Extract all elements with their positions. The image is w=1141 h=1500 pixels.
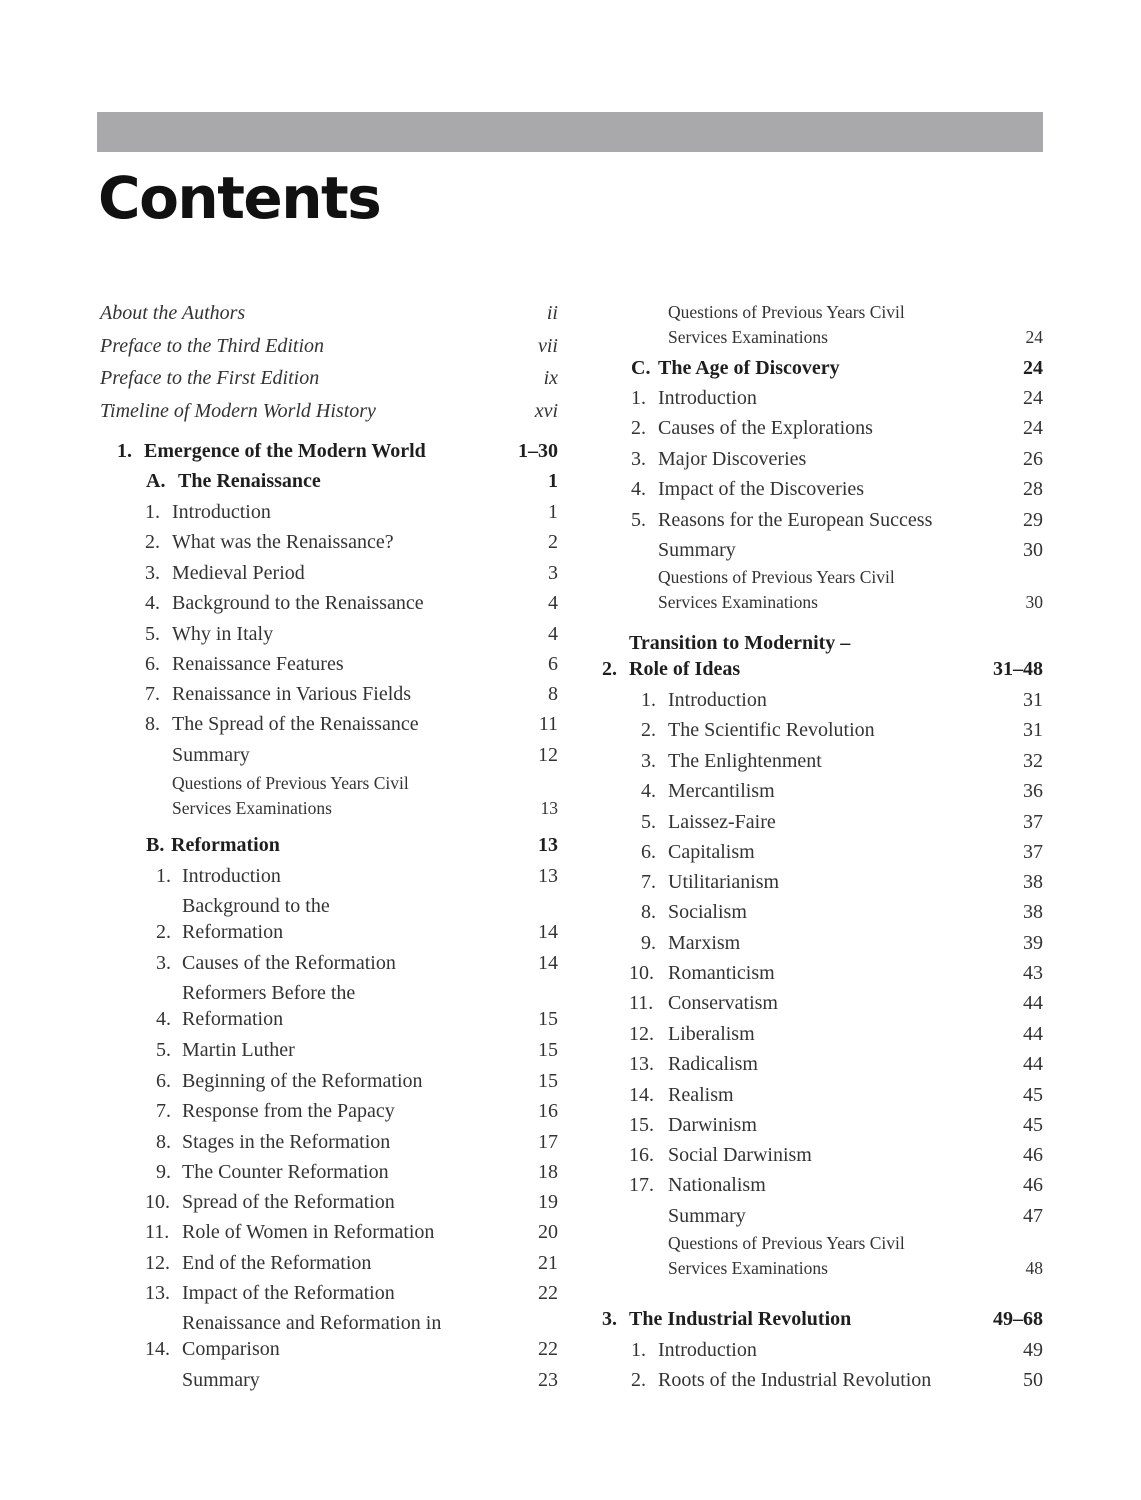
toc-entry-page: 19	[538, 1191, 558, 1213]
toc-entry-number: 3.	[631, 448, 646, 470]
toc-entry-number: 8.	[156, 1131, 171, 1153]
toc-entry-number: 6.	[145, 653, 160, 675]
toc-entry-number: 2.	[641, 719, 656, 741]
toc-entry-title: End of the Reformation	[182, 1252, 372, 1274]
toc-entry	[602, 507, 1043, 533]
toc-entry-page: 15	[538, 1070, 558, 1092]
toc-entry	[100, 1098, 558, 1124]
toc-entry-number: 3.	[156, 952, 171, 974]
toc-entry	[100, 468, 558, 494]
toc-entry-title: Major Discoveries	[658, 448, 807, 470]
toc-entry-page: 1	[548, 501, 558, 523]
toc-entry-number: 11.	[629, 992, 654, 1014]
toc-entry-title: Impact of the Discoveries	[658, 478, 865, 500]
toc-entry	[602, 1203, 1043, 1229]
toc-entry-title: The Enlightenment	[668, 750, 822, 772]
toc-entry	[100, 980, 558, 1032]
toc-entry-page: 31	[1023, 689, 1043, 711]
toc-entry-page: 45	[1023, 1084, 1043, 1106]
toc-entry-title: The Counter Reformation	[182, 1161, 389, 1183]
toc-entry-number: 3.	[602, 1308, 617, 1330]
toc-entry-number: 13.	[145, 1282, 170, 1304]
toc-entry-number: B.	[146, 834, 165, 856]
toc-entry-page: 43	[1023, 962, 1043, 984]
toc-entry-number: 10.	[629, 962, 654, 984]
toc-entry	[100, 1250, 558, 1276]
toc-entry	[602, 355, 1043, 381]
toc-entry-number: 6.	[641, 841, 656, 863]
toc-entry-number: 2.	[145, 531, 160, 553]
toc-entry-title: Questions of Previous Years Civil Services Examinations	[668, 302, 905, 347]
toc-entry-page: xvi	[534, 400, 558, 422]
toc-entry-number: 5.	[641, 811, 656, 833]
toc-entry-page: 20	[538, 1221, 558, 1243]
toc-entry	[602, 869, 1043, 895]
toc-entry-page: ix	[543, 367, 558, 389]
toc-entry-title: Preface to the First Edition	[100, 367, 320, 389]
toc-entry-title: Background to the Reformation	[182, 895, 330, 943]
toc-entry-page: 15	[538, 1039, 558, 1061]
toc-entry-page: 37	[1023, 841, 1043, 863]
toc-entry	[100, 711, 558, 737]
toc-entry-page: 24	[1023, 417, 1043, 439]
toc-entry-title: Role of Women in Reformation	[182, 1221, 435, 1243]
toc-entry	[100, 1219, 558, 1245]
toc-entry-title: Timeline of Modern World History	[100, 400, 376, 422]
toc-entry-number: 7.	[145, 683, 160, 705]
toc-entry	[602, 476, 1043, 502]
toc-entry-page: 48	[1025, 1257, 1043, 1278]
toc-entry-number: 12.	[629, 1023, 654, 1045]
toc-entry-title: Laissez-Faire	[668, 811, 776, 833]
toc-entry	[100, 893, 558, 945]
toc-entry-title: Martin Luther	[182, 1039, 295, 1061]
toc-entry	[602, 1142, 1043, 1168]
toc-entry-page: 39	[1023, 932, 1043, 954]
toc-entry-page: 31–48	[993, 658, 1043, 680]
toc-entry-title: Summary	[658, 539, 736, 561]
toc-entry	[602, 300, 1043, 350]
toc-entry-number: 10.	[145, 1191, 170, 1213]
toc-entry-title: Introduction	[182, 865, 281, 887]
toc-entry-title: Causes of the Explorations	[658, 417, 873, 439]
toc-entry-title: Roots of the Industrial Revolution	[658, 1369, 932, 1391]
toc-entry	[100, 681, 558, 707]
toc-entry-title: Summary	[172, 744, 250, 766]
toc-entry-page: 44	[1023, 992, 1043, 1014]
toc-entry	[602, 446, 1043, 472]
toc-entry-page: ii	[546, 302, 558, 324]
toc-entry-number: 8.	[641, 901, 656, 923]
toc-entry-title: Darwinism	[668, 1114, 757, 1136]
toc-entry-number: 14.	[145, 1338, 170, 1360]
toc-entry	[100, 590, 558, 616]
toc-entry-page: 4	[548, 592, 558, 614]
toc-entry	[602, 930, 1043, 956]
toc-entry	[100, 1068, 558, 1094]
toc-entry-title: Renaissance Features	[172, 653, 344, 675]
toc-entry-page: 31	[1023, 719, 1043, 741]
toc-entry-page: 2	[548, 531, 558, 553]
toc-entry-number: 4.	[631, 478, 646, 500]
toc-entry-number: 14.	[629, 1084, 654, 1106]
toc-entry-page: 6	[548, 653, 558, 675]
toc-entry-page: 49	[1023, 1339, 1043, 1361]
toc-entry-page: 23	[538, 1369, 558, 1391]
toc-entry-title: Medieval Period	[172, 562, 305, 584]
toc-entry-page: 30	[1023, 539, 1043, 561]
toc-entry	[602, 990, 1043, 1016]
toc-entry	[100, 333, 558, 359]
toc-entry-number: 1.	[117, 440, 132, 462]
toc-entry	[100, 560, 558, 586]
toc-entry-page: 46	[1023, 1174, 1043, 1196]
toc-entry-title: Nationalism	[668, 1174, 766, 1196]
toc-entry-number: 3.	[641, 750, 656, 772]
toc-entry-title: The Scientific Revolution	[668, 719, 875, 741]
toc-entry-page: 14	[538, 952, 558, 974]
toc-entry-title: Introduction	[658, 1339, 757, 1361]
toc-entry-title: Causes of the Reformation	[182, 952, 396, 974]
toc-entry	[602, 1021, 1043, 1047]
toc-entry-title: Mercantilism	[668, 780, 775, 802]
toc-entry	[100, 1280, 558, 1306]
toc-entry	[100, 863, 558, 889]
toc-entry	[100, 1037, 558, 1063]
toc-entry-page: vii	[538, 335, 558, 357]
toc-entry-page: 1–30	[518, 440, 558, 462]
toc-entry	[100, 950, 558, 976]
toc-entry	[100, 771, 558, 821]
toc-entry-number: 5.	[145, 623, 160, 645]
toc-entry-title: The Spread of the Renaissance	[172, 713, 419, 735]
toc-entry-page: 36	[1023, 780, 1043, 802]
toc-entry	[602, 839, 1043, 865]
toc-entry-title: Why in Italy	[172, 623, 274, 645]
toc-entry	[602, 960, 1043, 986]
toc-entry	[100, 499, 558, 525]
toc-entry-title: Reformers Before the Reformation	[182, 982, 356, 1030]
toc-entry-title: Reasons for the European Success	[658, 509, 933, 531]
toc-entry-page: 38	[1023, 871, 1043, 893]
toc-entry-title: Impact of the Reformation	[182, 1282, 395, 1304]
toc-entry-page: 3	[548, 562, 558, 584]
toc-entry-number: 7.	[156, 1100, 171, 1122]
toc-entry-number: 1.	[156, 865, 171, 887]
toc-entry	[602, 809, 1043, 835]
toc-entry-title: Liberalism	[668, 1023, 755, 1045]
toc-entry	[100, 1310, 558, 1362]
toc-entry-number: 2.	[631, 417, 646, 439]
toc-entry-title: The Age of Discovery	[658, 357, 840, 379]
toc-entry-page: 12	[538, 744, 558, 766]
toc-entry-number: 4.	[145, 592, 160, 614]
toc-entry	[602, 1306, 1043, 1332]
toc-entry-page: 44	[1023, 1053, 1043, 1075]
toc-entry	[100, 300, 558, 326]
toc-entry-page: 24	[1025, 326, 1043, 347]
toc-entry-page: 18	[538, 1161, 558, 1183]
toc-entry-page: 28	[1023, 478, 1043, 500]
toc-entry-page: 46	[1023, 1144, 1043, 1166]
toc-entry-number: C.	[631, 357, 651, 379]
toc-entry-page: 15	[538, 1008, 558, 1030]
toc-entry-title: Beginning of the Reformation	[182, 1070, 423, 1092]
toc-entry-number: 2.	[156, 921, 171, 943]
toc-entry-title: Introduction	[172, 501, 271, 523]
toc-entry	[100, 1159, 558, 1185]
toc-entry-number: 1.	[631, 1339, 646, 1361]
toc-entry-number: 6.	[156, 1070, 171, 1092]
toc-entry-page: 45	[1023, 1114, 1043, 1136]
toc-entry-number: 5.	[156, 1039, 171, 1061]
toc-entry	[100, 1189, 558, 1215]
toc-entry-page: 13	[540, 797, 558, 818]
toc-entry	[602, 1367, 1043, 1393]
toc-entry-number: 1.	[641, 689, 656, 711]
toc-entry-page: 47	[1023, 1205, 1043, 1227]
toc-entry-title: Reformation	[171, 834, 280, 856]
toc-entry-title: What was the Renaissance?	[172, 531, 394, 553]
toc-entry-page: 16	[538, 1100, 558, 1122]
toc-entry-title: Questions of Previous Years Civil Services Examinations	[668, 1233, 905, 1278]
toc-entry-title: Capitalism	[668, 841, 755, 863]
toc-entry-page: 37	[1023, 811, 1043, 833]
toc-entry-page: 13	[538, 834, 558, 856]
toc-entry-title: Emergence of the Modern World	[144, 440, 426, 462]
toc-entry-number: 1.	[145, 501, 160, 523]
toc-entry	[100, 438, 558, 464]
toc-entry-page: 50	[1023, 1369, 1043, 1391]
toc-entry-title: Renaissance in Various Fields	[172, 683, 412, 705]
toc-entry	[602, 1172, 1043, 1198]
toc-entry-title: Conservatism	[668, 992, 778, 1014]
toc-entry-page: 32	[1023, 750, 1043, 772]
toc-entry	[100, 1129, 558, 1155]
toc-entry-title: Romanticism	[668, 962, 775, 984]
toc-entry-title: About the Authors	[100, 302, 246, 324]
toc-entry	[602, 717, 1043, 743]
toc-entry	[602, 1051, 1043, 1077]
toc-entry	[100, 651, 558, 677]
toc-entry-title: The Renaissance	[178, 470, 321, 492]
toc-entry-number: 2.	[631, 1369, 646, 1391]
toc-entry	[100, 1367, 558, 1393]
toc-entry-number: 4.	[156, 1008, 171, 1030]
toc-entry-page: 22	[538, 1338, 558, 1360]
toc-entry-number: A.	[146, 470, 166, 492]
toc-entry-title: Introduction	[668, 689, 767, 711]
toc-entry-title: Spread of the Reformation	[182, 1191, 395, 1213]
toc-entry-title: Renaissance and Reformation in Comparison	[182, 1312, 442, 1360]
toc-entry-number: 15.	[629, 1114, 654, 1136]
toc-entry-number: 5.	[631, 509, 646, 531]
toc-entry-page: 24	[1023, 357, 1043, 379]
toc-entry-title: Background to the Renaissance	[172, 592, 424, 614]
toc-entry-title: Socialism	[668, 901, 747, 923]
toc-entry-title: Introduction	[658, 387, 757, 409]
toc-entry-title: Radicalism	[668, 1053, 758, 1075]
toc-entry	[100, 398, 558, 424]
toc-entry-page: 44	[1023, 1023, 1043, 1045]
toc-entry-title: Utilitarianism	[668, 871, 780, 893]
toc-entry-number: 7.	[641, 871, 656, 893]
toc-entry	[602, 565, 1043, 615]
toc-entry-number: 1.	[631, 387, 646, 409]
toc-entry-title: Summary	[182, 1369, 260, 1391]
toc-entry-page: 30	[1025, 591, 1043, 612]
toc-entry-number: 16.	[629, 1144, 654, 1166]
toc-entry-number: 3.	[145, 562, 160, 584]
toc-entry	[602, 537, 1043, 563]
toc-entry	[602, 415, 1043, 441]
toc-entry-page: 14	[538, 921, 558, 943]
toc-entry	[602, 630, 1043, 682]
toc-entry-page: 29	[1023, 509, 1043, 531]
toc-entry-page: 49–68	[993, 1308, 1043, 1330]
toc-entry	[100, 365, 558, 391]
toc-entry-title: Realism	[668, 1084, 734, 1106]
header-bar	[97, 112, 1043, 152]
toc-entry-number: 2.	[602, 658, 617, 680]
toc-entry-title: Marxism	[668, 932, 741, 954]
toc-entry-page: 1	[548, 470, 558, 492]
toc-entry-title: Summary	[668, 1205, 746, 1227]
toc-entry-title: Preface to the Third Edition	[100, 335, 325, 357]
toc-entry	[100, 832, 558, 858]
toc-entry	[602, 687, 1043, 713]
toc-entry-number: 9.	[156, 1161, 171, 1183]
toc-entry-page: 38	[1023, 901, 1043, 923]
toc-entry-title: Questions of Previous Years Civil Services Examinations	[658, 567, 895, 612]
toc-entry-title: Stages in the Reformation	[182, 1131, 391, 1153]
toc-entry	[602, 748, 1043, 774]
toc-entry-page: 17	[538, 1131, 558, 1153]
toc-entry	[602, 1112, 1043, 1138]
toc-entry-number: 12.	[145, 1252, 170, 1274]
toc-entry-page: 26	[1023, 448, 1043, 470]
toc-entry-title: Questions of Previous Years Civil Services Examinations	[172, 773, 409, 818]
toc-entry	[602, 1231, 1043, 1281]
toc-entry-number: 9.	[641, 932, 656, 954]
toc-entry-page: 21	[538, 1252, 558, 1274]
toc-entry-number: 17.	[629, 1174, 654, 1196]
toc-entry-page: 8	[548, 683, 558, 705]
toc-entry-number: 4.	[641, 780, 656, 802]
toc-entry	[100, 621, 558, 647]
toc-entry-page: 11	[538, 713, 558, 735]
toc-entry-title: Response from the Papacy	[182, 1100, 395, 1122]
toc-entry-page: 22	[538, 1282, 558, 1304]
toc-entry	[602, 778, 1043, 804]
toc-entry	[602, 385, 1043, 411]
toc-entry-page: 13	[538, 865, 558, 887]
toc-entry-number: 11.	[145, 1221, 170, 1243]
page-title: Contents	[98, 164, 381, 232]
toc-entry	[602, 899, 1043, 925]
toc-entry-title: Social Darwinism	[668, 1144, 812, 1166]
toc-entry	[100, 529, 558, 555]
toc-entry-page: 4	[548, 623, 558, 645]
toc-entry	[100, 742, 558, 768]
toc-entry	[602, 1082, 1043, 1108]
toc-entry-number: 13.	[629, 1053, 654, 1075]
toc-entry-title: Transition to Modernity – Role of Ideas	[629, 632, 851, 680]
toc-entry-page: 24	[1023, 387, 1043, 409]
toc-entry	[602, 1337, 1043, 1363]
toc-entry-title: The Industrial Revolution	[629, 1308, 852, 1330]
toc-entry-number: 8.	[145, 713, 160, 735]
